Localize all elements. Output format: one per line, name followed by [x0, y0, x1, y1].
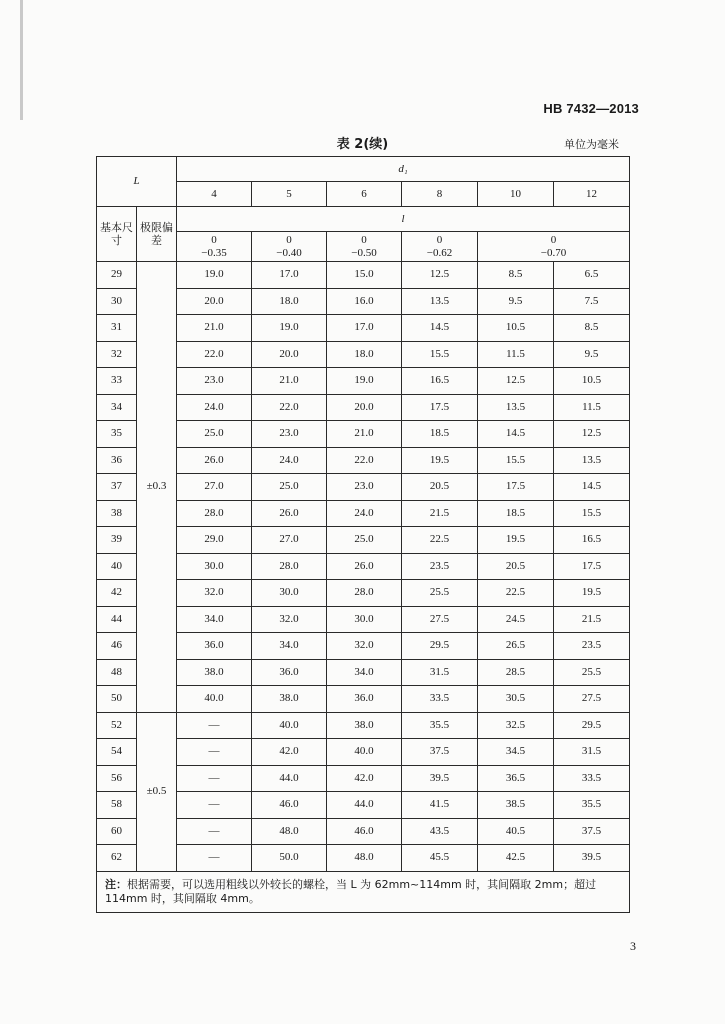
length-value-cell: 26.5: [478, 633, 554, 660]
length-value-cell: 17.5: [402, 394, 478, 421]
length-value-cell: 40.5: [478, 818, 554, 845]
length-value-cell: 9.5: [478, 288, 554, 315]
note-label: 注：: [105, 877, 127, 891]
length-value-cell: 13.5: [402, 288, 478, 315]
length-value-cell: —: [177, 739, 252, 766]
length-value-cell: 44.0: [327, 792, 402, 819]
length-value-cell: 26.0: [177, 447, 252, 474]
basic-size-cell: 60: [97, 818, 137, 845]
table-row: [97, 421, 630, 448]
length-value-cell: 33.5: [554, 765, 630, 792]
bolt-length-table: [96, 156, 630, 913]
table-row: [97, 686, 630, 713]
length-value-cell: 10.5: [478, 315, 554, 342]
length-value-cell: 38.0: [252, 686, 327, 713]
length-value-cell: 34.5: [478, 739, 554, 766]
length-value-cell: —: [177, 792, 252, 819]
length-value-cell: 14.5: [554, 474, 630, 501]
table-row: [97, 765, 630, 792]
length-value-cell: 42.0: [327, 765, 402, 792]
length-value-cell: 23.0: [252, 421, 327, 448]
length-value-cell: 21.5: [402, 500, 478, 527]
length-value-cell: 14.5: [478, 421, 554, 448]
length-value-cell: —: [177, 765, 252, 792]
table-row: [97, 633, 630, 660]
basic-size-cell: 40: [97, 553, 137, 580]
length-value-cell: 37.5: [402, 739, 478, 766]
length-value-cell: 24.5: [478, 606, 554, 633]
length-value-cell: 45.5: [402, 845, 478, 872]
basic-size-cell: 37: [97, 474, 137, 501]
table-row: [97, 845, 630, 872]
length-value-cell: 22.0: [327, 447, 402, 474]
basic-size-cell: 33: [97, 368, 137, 395]
length-value-cell: 42.0: [252, 739, 327, 766]
length-value-cell: 44.0: [252, 765, 327, 792]
length-value-cell: 19.0: [252, 315, 327, 342]
length-value-cell: 22.0: [177, 341, 252, 368]
length-value-cell: 28.0: [327, 580, 402, 607]
length-value-cell: 16.5: [402, 368, 478, 395]
length-value-cell: 18.5: [478, 500, 554, 527]
length-value-cell: 40.0: [252, 712, 327, 739]
length-value-cell: 22.5: [402, 527, 478, 554]
d-value: 4: [177, 182, 252, 207]
length-value-cell: 32.0: [177, 580, 252, 607]
basic-size-cell: 56: [97, 765, 137, 792]
length-value-cell: 19.0: [177, 262, 252, 289]
length-value-cell: 12.5: [554, 421, 630, 448]
length-value-cell: 35.5: [402, 712, 478, 739]
length-value-cell: 21.0: [327, 421, 402, 448]
basic-size-cell: 30: [97, 288, 137, 315]
table-row: [97, 659, 630, 686]
d1-header: d₁: [177, 157, 630, 182]
length-value-cell: 8.5: [554, 315, 630, 342]
length-value-cell: 19.5: [478, 527, 554, 554]
length-value-cell: 8.5: [478, 262, 554, 289]
length-value-cell: 14.5: [402, 315, 478, 342]
length-value-cell: 26.0: [327, 553, 402, 580]
length-value-cell: 27.5: [554, 686, 630, 713]
length-value-cell: 29.5: [402, 633, 478, 660]
standard-number: HB 7432—2013: [543, 101, 639, 116]
length-value-cell: 19.5: [402, 447, 478, 474]
length-value-cell: 19.5: [554, 580, 630, 607]
table-row: [97, 606, 630, 633]
length-value-cell: 31.5: [402, 659, 478, 686]
length-value-cell: 28.5: [478, 659, 554, 686]
length-value-cell: 37.5: [554, 818, 630, 845]
basic-size-cell: 52: [97, 712, 137, 739]
length-value-cell: 11.5: [554, 394, 630, 421]
table-row: [97, 818, 630, 845]
length-value-cell: 20.0: [177, 288, 252, 315]
basic-size-cell: 34: [97, 394, 137, 421]
length-value-cell: 25.0: [327, 527, 402, 554]
page-number: 3: [630, 939, 636, 953]
length-value-cell: 20.0: [327, 394, 402, 421]
length-value-cell: 36.5: [478, 765, 554, 792]
length-value-cell: 38.0: [177, 659, 252, 686]
length-value-cell: 24.0: [252, 447, 327, 474]
length-value-cell: 30.0: [327, 606, 402, 633]
length-value-cell: 23.0: [177, 368, 252, 395]
d-value: 12: [554, 182, 630, 207]
basic-size-cell: 31: [97, 315, 137, 342]
length-value-cell: 21.0: [252, 368, 327, 395]
length-value-cell: 32.0: [252, 606, 327, 633]
length-value-cell: 23.5: [554, 633, 630, 660]
length-value-cell: 29.0: [177, 527, 252, 554]
table-note: [97, 871, 630, 912]
table-row: [97, 500, 630, 527]
table-row: [97, 474, 630, 501]
d-value: 8: [402, 182, 478, 207]
length-value-cell: 42.5: [478, 845, 554, 872]
basic-size-cell: 35: [97, 421, 137, 448]
length-value-cell: 11.5: [478, 341, 554, 368]
length-value-cell: —: [177, 712, 252, 739]
tolerance-cell: ±0.3: [137, 262, 177, 713]
length-value-cell: —: [177, 845, 252, 872]
d-value: 10: [478, 182, 554, 207]
length-value-cell: 21.0: [177, 315, 252, 342]
length-value-cell: 25.5: [554, 659, 630, 686]
l-header: l: [177, 207, 630, 232]
table-row: [97, 315, 630, 342]
length-value-cell: 20.5: [478, 553, 554, 580]
length-value-cell: 7.5: [554, 288, 630, 315]
length-value-cell: 13.5: [554, 447, 630, 474]
note-row: [97, 871, 630, 912]
length-value-cell: 38.5: [478, 792, 554, 819]
length-value-cell: 34.0: [177, 606, 252, 633]
d-value: 6: [327, 182, 402, 207]
length-value-cell: 12.5: [402, 262, 478, 289]
d-tolerance: 0 −0.35: [177, 232, 252, 262]
length-value-cell: 27.0: [252, 527, 327, 554]
length-value-cell: —: [177, 818, 252, 845]
table-row: [97, 739, 630, 766]
length-value-cell: 39.5: [554, 845, 630, 872]
length-value-cell: 10.5: [554, 368, 630, 395]
length-value-cell: 38.0: [327, 712, 402, 739]
length-value-cell: 15.5: [478, 447, 554, 474]
length-value-cell: 20.5: [402, 474, 478, 501]
length-value-cell: 48.0: [252, 818, 327, 845]
basic-size-cell: 58: [97, 792, 137, 819]
length-value-cell: 24.0: [177, 394, 252, 421]
length-value-cell: 15.5: [554, 500, 630, 527]
note-text: 根据需要，可以选用粗线以外较长的螺栓，当 L 为 62mm~114mm 时，其间隔取 2mm；超过 114mm 时，其间隔取 4mm。: [105, 877, 597, 905]
length-value-cell: 21.5: [554, 606, 630, 633]
length-value-cell: 16.5: [554, 527, 630, 554]
table-row: [97, 712, 630, 739]
length-value-cell: 34.0: [252, 633, 327, 660]
basic-size-cell: 54: [97, 739, 137, 766]
table-row: [97, 262, 630, 289]
length-value-cell: 12.5: [478, 368, 554, 395]
basic-size-cell: 29: [97, 262, 137, 289]
d-tolerance: 0 −0.40: [252, 232, 327, 262]
d-tolerance: 0 −0.70: [478, 232, 630, 262]
table-row: [97, 580, 630, 607]
length-value-cell: 18.0: [252, 288, 327, 315]
table-row: [97, 447, 630, 474]
table-row: [97, 553, 630, 580]
basic-size-cell: 62: [97, 845, 137, 872]
length-value-cell: 43.5: [402, 818, 478, 845]
length-value-cell: 23.0: [327, 474, 402, 501]
length-value-cell: 22.0: [252, 394, 327, 421]
length-value-cell: 15.5: [402, 341, 478, 368]
length-value-cell: 39.5: [402, 765, 478, 792]
length-value-cell: 28.0: [177, 500, 252, 527]
L-header: L: [97, 157, 177, 207]
length-value-cell: 20.0: [252, 341, 327, 368]
length-value-cell: 29.5: [554, 712, 630, 739]
length-value-cell: 40.0: [327, 739, 402, 766]
length-value-cell: 32.5: [478, 712, 554, 739]
table-row: [97, 394, 630, 421]
tolerance-cell: ±0.5: [137, 712, 177, 871]
table-caption: 表 2(续): [336, 137, 389, 152]
length-value-cell: 31.5: [554, 739, 630, 766]
length-value-cell: 13.5: [478, 394, 554, 421]
length-value-cell: 23.5: [402, 553, 478, 580]
length-value-cell: 32.0: [327, 633, 402, 660]
length-value-cell: 28.0: [252, 553, 327, 580]
d-value: 5: [252, 182, 327, 207]
length-value-cell: 22.5: [478, 580, 554, 607]
basic-size-cell: 44: [97, 606, 137, 633]
length-value-cell: 17.5: [554, 553, 630, 580]
length-value-cell: 25.5: [402, 580, 478, 607]
length-value-cell: 46.0: [252, 792, 327, 819]
length-value-cell: 16.0: [327, 288, 402, 315]
length-value-cell: 27.0: [177, 474, 252, 501]
basic-size-cell: 38: [97, 500, 137, 527]
tolerance-header: 极限偏差: [137, 207, 177, 262]
length-value-cell: 34.0: [327, 659, 402, 686]
length-value-cell: 18.0: [327, 341, 402, 368]
length-value-cell: 30.0: [177, 553, 252, 580]
length-value-cell: 6.5: [554, 262, 630, 289]
table-row: [97, 368, 630, 395]
length-value-cell: 17.5: [478, 474, 554, 501]
length-value-cell: 40.0: [177, 686, 252, 713]
length-value-cell: 17.0: [327, 315, 402, 342]
length-value-cell: 41.5: [402, 792, 478, 819]
length-value-cell: 48.0: [327, 845, 402, 872]
basic-size-cell: 32: [97, 341, 137, 368]
unit-note: 单位为毫米: [564, 138, 619, 151]
table-row: [97, 527, 630, 554]
scan-edge-mark: [20, 0, 23, 120]
length-value-cell: 15.0: [327, 262, 402, 289]
table-row: [97, 792, 630, 819]
length-value-cell: 25.0: [252, 474, 327, 501]
length-value-cell: 36.0: [252, 659, 327, 686]
length-value-cell: 18.5: [402, 421, 478, 448]
length-value-cell: 35.5: [554, 792, 630, 819]
basic-size-cell: 36: [97, 447, 137, 474]
length-value-cell: 46.0: [327, 818, 402, 845]
basic-size-cell: 42: [97, 580, 137, 607]
basic-size-cell: 48: [97, 659, 137, 686]
basic-size-header: 基本尺寸: [97, 207, 137, 262]
basic-size-cell: 39: [97, 527, 137, 554]
length-value-cell: 30.0: [252, 580, 327, 607]
d-tolerance: 0 −0.62: [402, 232, 478, 262]
length-value-cell: 36.0: [327, 686, 402, 713]
length-value-cell: 36.0: [177, 633, 252, 660]
length-value-cell: 19.0: [327, 368, 402, 395]
table-row: [97, 288, 630, 315]
length-value-cell: 25.0: [177, 421, 252, 448]
length-value-cell: 50.0: [252, 845, 327, 872]
basic-size-cell: 50: [97, 686, 137, 713]
table-row: [97, 341, 630, 368]
d-tolerance: 0 −0.50: [327, 232, 402, 262]
length-value-cell: 26.0: [252, 500, 327, 527]
length-value-cell: 33.5: [402, 686, 478, 713]
length-value-cell: 17.0: [252, 262, 327, 289]
basic-size-cell: 46: [97, 633, 137, 660]
length-value-cell: 27.5: [402, 606, 478, 633]
length-value-cell: 30.5: [478, 686, 554, 713]
length-value-cell: 9.5: [554, 341, 630, 368]
length-value-cell: 24.0: [327, 500, 402, 527]
